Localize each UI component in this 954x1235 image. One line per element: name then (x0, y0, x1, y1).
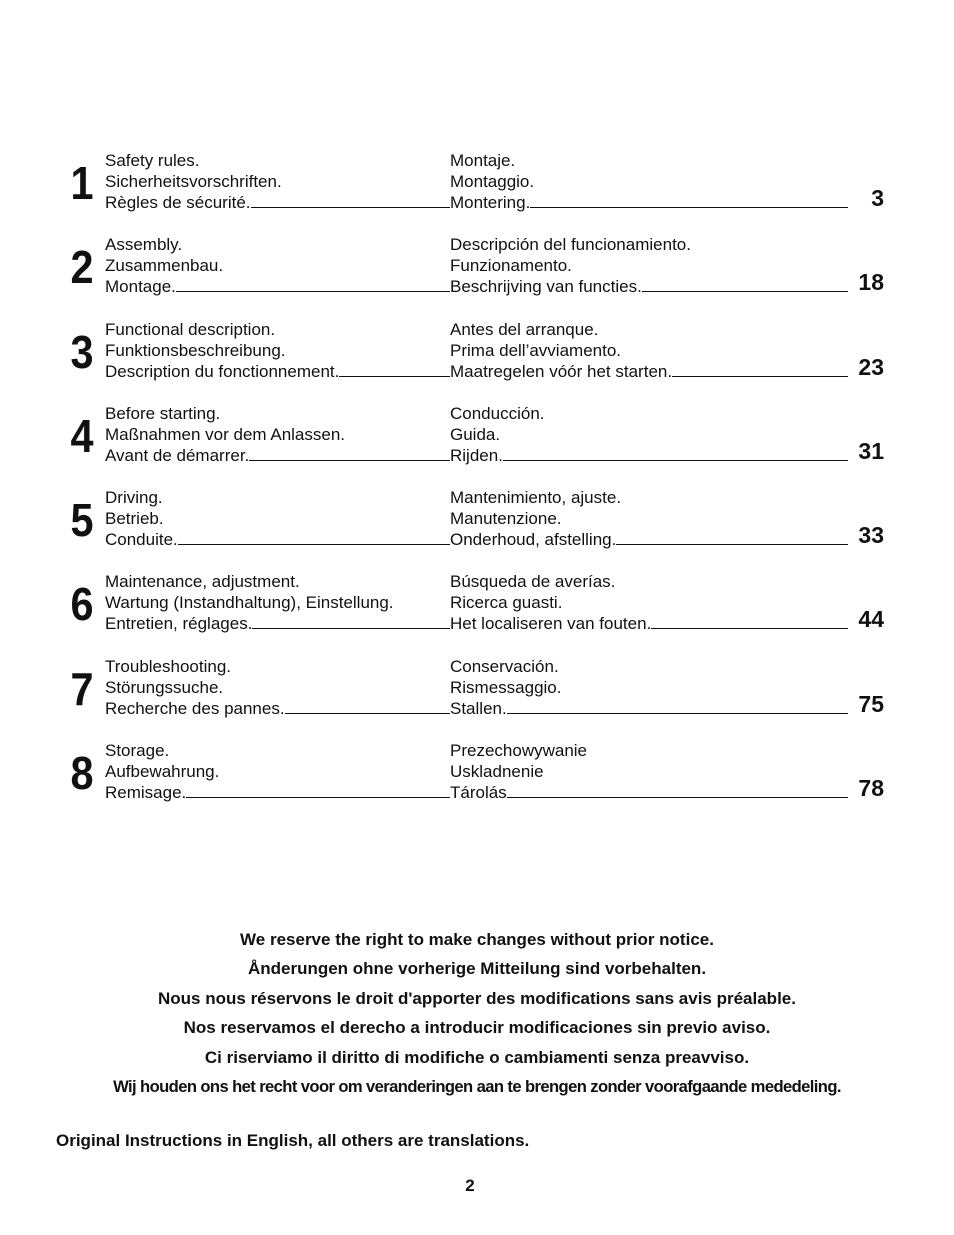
section-titles-right (450, 234, 848, 297)
toc-section-4 (0, 403, 954, 487)
section-titles-left (105, 319, 450, 382)
title-line: Functional description. (105, 319, 276, 339)
title-line: Aufbewahrung. (105, 762, 220, 782)
title-line: Maßnahmen vor dem Anlassen. (105, 424, 346, 444)
title-line: Mantenimiento, ajuste. (450, 488, 622, 508)
toc-section-1 (0, 150, 954, 234)
title-line: Funktionsbeschreibung. (105, 340, 286, 360)
leader-line (176, 291, 450, 292)
title-line: Guida. (450, 424, 501, 444)
title-line: Störungssuche. (105, 677, 224, 697)
leader-line (530, 207, 848, 208)
page-reference: 23 (858, 353, 884, 380)
leader-line (651, 628, 848, 629)
toc-section-8 (0, 740, 954, 824)
section-titles-left (105, 656, 450, 719)
title-line: Betrieb. (105, 509, 164, 529)
title-text: Avant de démarrer. (105, 445, 250, 465)
title-line: Maintenance, adjustment. (105, 572, 300, 592)
toc-section-5 (0, 487, 954, 571)
title-line-leader (450, 445, 848, 466)
section-titles-right (450, 571, 848, 634)
original-instructions-note: Original Instructions in English, all others are translations. (56, 1131, 530, 1150)
title-text: Conduite. (105, 530, 178, 550)
section-titles-left (105, 740, 450, 803)
title-line-leader (450, 613, 848, 634)
title-line: Assembly. (105, 235, 183, 255)
title-line: Prima dell’avviamento. (450, 340, 622, 360)
leader-line (251, 207, 450, 208)
section-number: 7 (70, 662, 94, 715)
title-line-leader (450, 361, 848, 382)
title-line: Driving. (105, 488, 163, 508)
title-line: Troubleshooting. (105, 656, 232, 676)
notice-line-fr: Nous nous réservons le droit d'apporter des modifications sans avis préalable. (158, 988, 796, 1008)
toc-section-6 (0, 571, 954, 655)
title-line-leader (450, 192, 848, 213)
title-text: Rijden. (450, 445, 503, 465)
section-number: 1 (70, 157, 94, 209)
title-text: Description du fonctionnement. (105, 361, 340, 381)
title-line: Storage. (105, 741, 170, 761)
title-text: Règles de sécurité. (105, 193, 251, 212)
notice-line-it: Ci riserviamo il diritto di modifiche o cambiamenti senza preavviso. (204, 1047, 750, 1067)
title-line-leader (105, 361, 450, 382)
notice-line-es: Nos reservamos el derecho a introducir modificaciones sin previo aviso. (183, 1018, 771, 1038)
section-number: 4 (70, 409, 94, 462)
title-line: Sicherheitsvorschriften. (105, 172, 282, 191)
title-line: Uskladnenie (450, 762, 544, 782)
title-line: Funzionamento. (450, 256, 572, 276)
title-line: Búsqueda de averías. (450, 572, 616, 592)
title-line-leader (105, 782, 450, 803)
section-number: 5 (70, 494, 94, 547)
title-line: Wartung (Instandhaltung), Einstellung. (105, 593, 394, 613)
disclaimer-notices (0, 925, 954, 1101)
section-titles-right (450, 319, 848, 382)
section-number: 3 (70, 325, 94, 378)
title-line-leader (105, 613, 450, 634)
title-line: Rismessaggio. (450, 677, 562, 697)
title-line: Manutenzione. (450, 509, 562, 529)
leader-line (672, 376, 848, 377)
page-number: 2 (465, 1176, 475, 1195)
title-text: Tárolás (450, 783, 507, 803)
section-titles-left (105, 571, 450, 634)
table-of-contents (0, 150, 954, 824)
section-number: 2 (70, 241, 94, 294)
leader-line (252, 628, 450, 629)
title-line: Montaggio. (450, 172, 535, 191)
title-line: Ricerca guasti. (450, 593, 563, 613)
page-reference: 33 (858, 522, 884, 549)
title-line: Antes del arranque. (450, 319, 599, 339)
section-titles-left (105, 487, 450, 550)
title-line-leader (105, 192, 450, 213)
title-text: Stallen. (450, 698, 507, 718)
notice-line-en: We reserve the right to make changes without prior notice. (240, 930, 714, 949)
section-titles-right (450, 150, 848, 213)
title-line-leader (450, 529, 848, 550)
page-reference: 18 (858, 269, 884, 296)
title-text: Maatregelen vóór het starten. (450, 361, 673, 381)
title-line-leader (450, 276, 848, 297)
title-text: Recherche des pannes. (105, 698, 285, 718)
toc-section-3 (0, 319, 954, 403)
section-titles-right (450, 487, 848, 550)
title-line: Conservación. (450, 656, 559, 676)
leader-line (186, 797, 450, 798)
title-line: Montaje. (450, 151, 516, 170)
title-line-leader (105, 445, 450, 466)
toc-section-2 (0, 234, 954, 318)
page-reference: 44 (858, 606, 884, 633)
title-line: Zusammenbau. (105, 256, 224, 276)
title-line: Conducción. (450, 403, 545, 423)
title-text: Entretien, réglages. (105, 614, 253, 634)
title-line: Prezechowywanie (450, 741, 588, 761)
title-line: Safety rules. (105, 151, 200, 170)
leader-line (616, 544, 848, 545)
title-line-leader (105, 698, 450, 719)
title-text: Onderhoud, afstelling. (450, 530, 617, 550)
title-line: Descripción del funcionamiento. (450, 235, 691, 255)
leader-line (249, 460, 450, 461)
page-reference: 31 (858, 437, 884, 464)
title-text: Beschrijving van functies. (450, 277, 642, 297)
title-text: Montering. (450, 193, 531, 212)
section-titles-right (450, 403, 848, 466)
page-reference: 78 (858, 775, 884, 802)
title-text: Het localiseren van fouten. (450, 614, 652, 634)
leader-line (339, 376, 450, 377)
title-line: Before starting. (105, 403, 221, 423)
leader-line (507, 797, 848, 798)
title-text: Montage. (105, 277, 176, 297)
leader-line (178, 544, 450, 545)
leader-line (503, 460, 848, 461)
page-reference: 3 (871, 185, 884, 211)
section-titles-right (450, 656, 848, 719)
leader-line (507, 713, 848, 714)
title-line-leader (450, 698, 848, 719)
section-number: 6 (70, 578, 94, 631)
toc-section-7 (0, 656, 954, 740)
leader-line (285, 713, 450, 714)
title-text: Remisage. (105, 783, 187, 803)
section-number: 8 (70, 747, 94, 800)
leader-line (642, 291, 848, 292)
page-reference: 75 (858, 690, 884, 717)
section-titles-left (105, 403, 450, 466)
title-line-leader (105, 276, 450, 297)
title-line-leader (450, 782, 848, 803)
section-titles-left (105, 234, 450, 297)
section-titles-left (105, 150, 450, 213)
notice-line-nl: Wij houden ons het recht voor om veranderingen aan te brengen zonder voorafgaande mededeling. (113, 1077, 841, 1097)
notice-line-de: Ånderungen ohne vorherige Mitteilung sind vorbehalten. (247, 959, 707, 979)
title-line-leader (105, 529, 450, 550)
section-titles-right (450, 740, 848, 803)
